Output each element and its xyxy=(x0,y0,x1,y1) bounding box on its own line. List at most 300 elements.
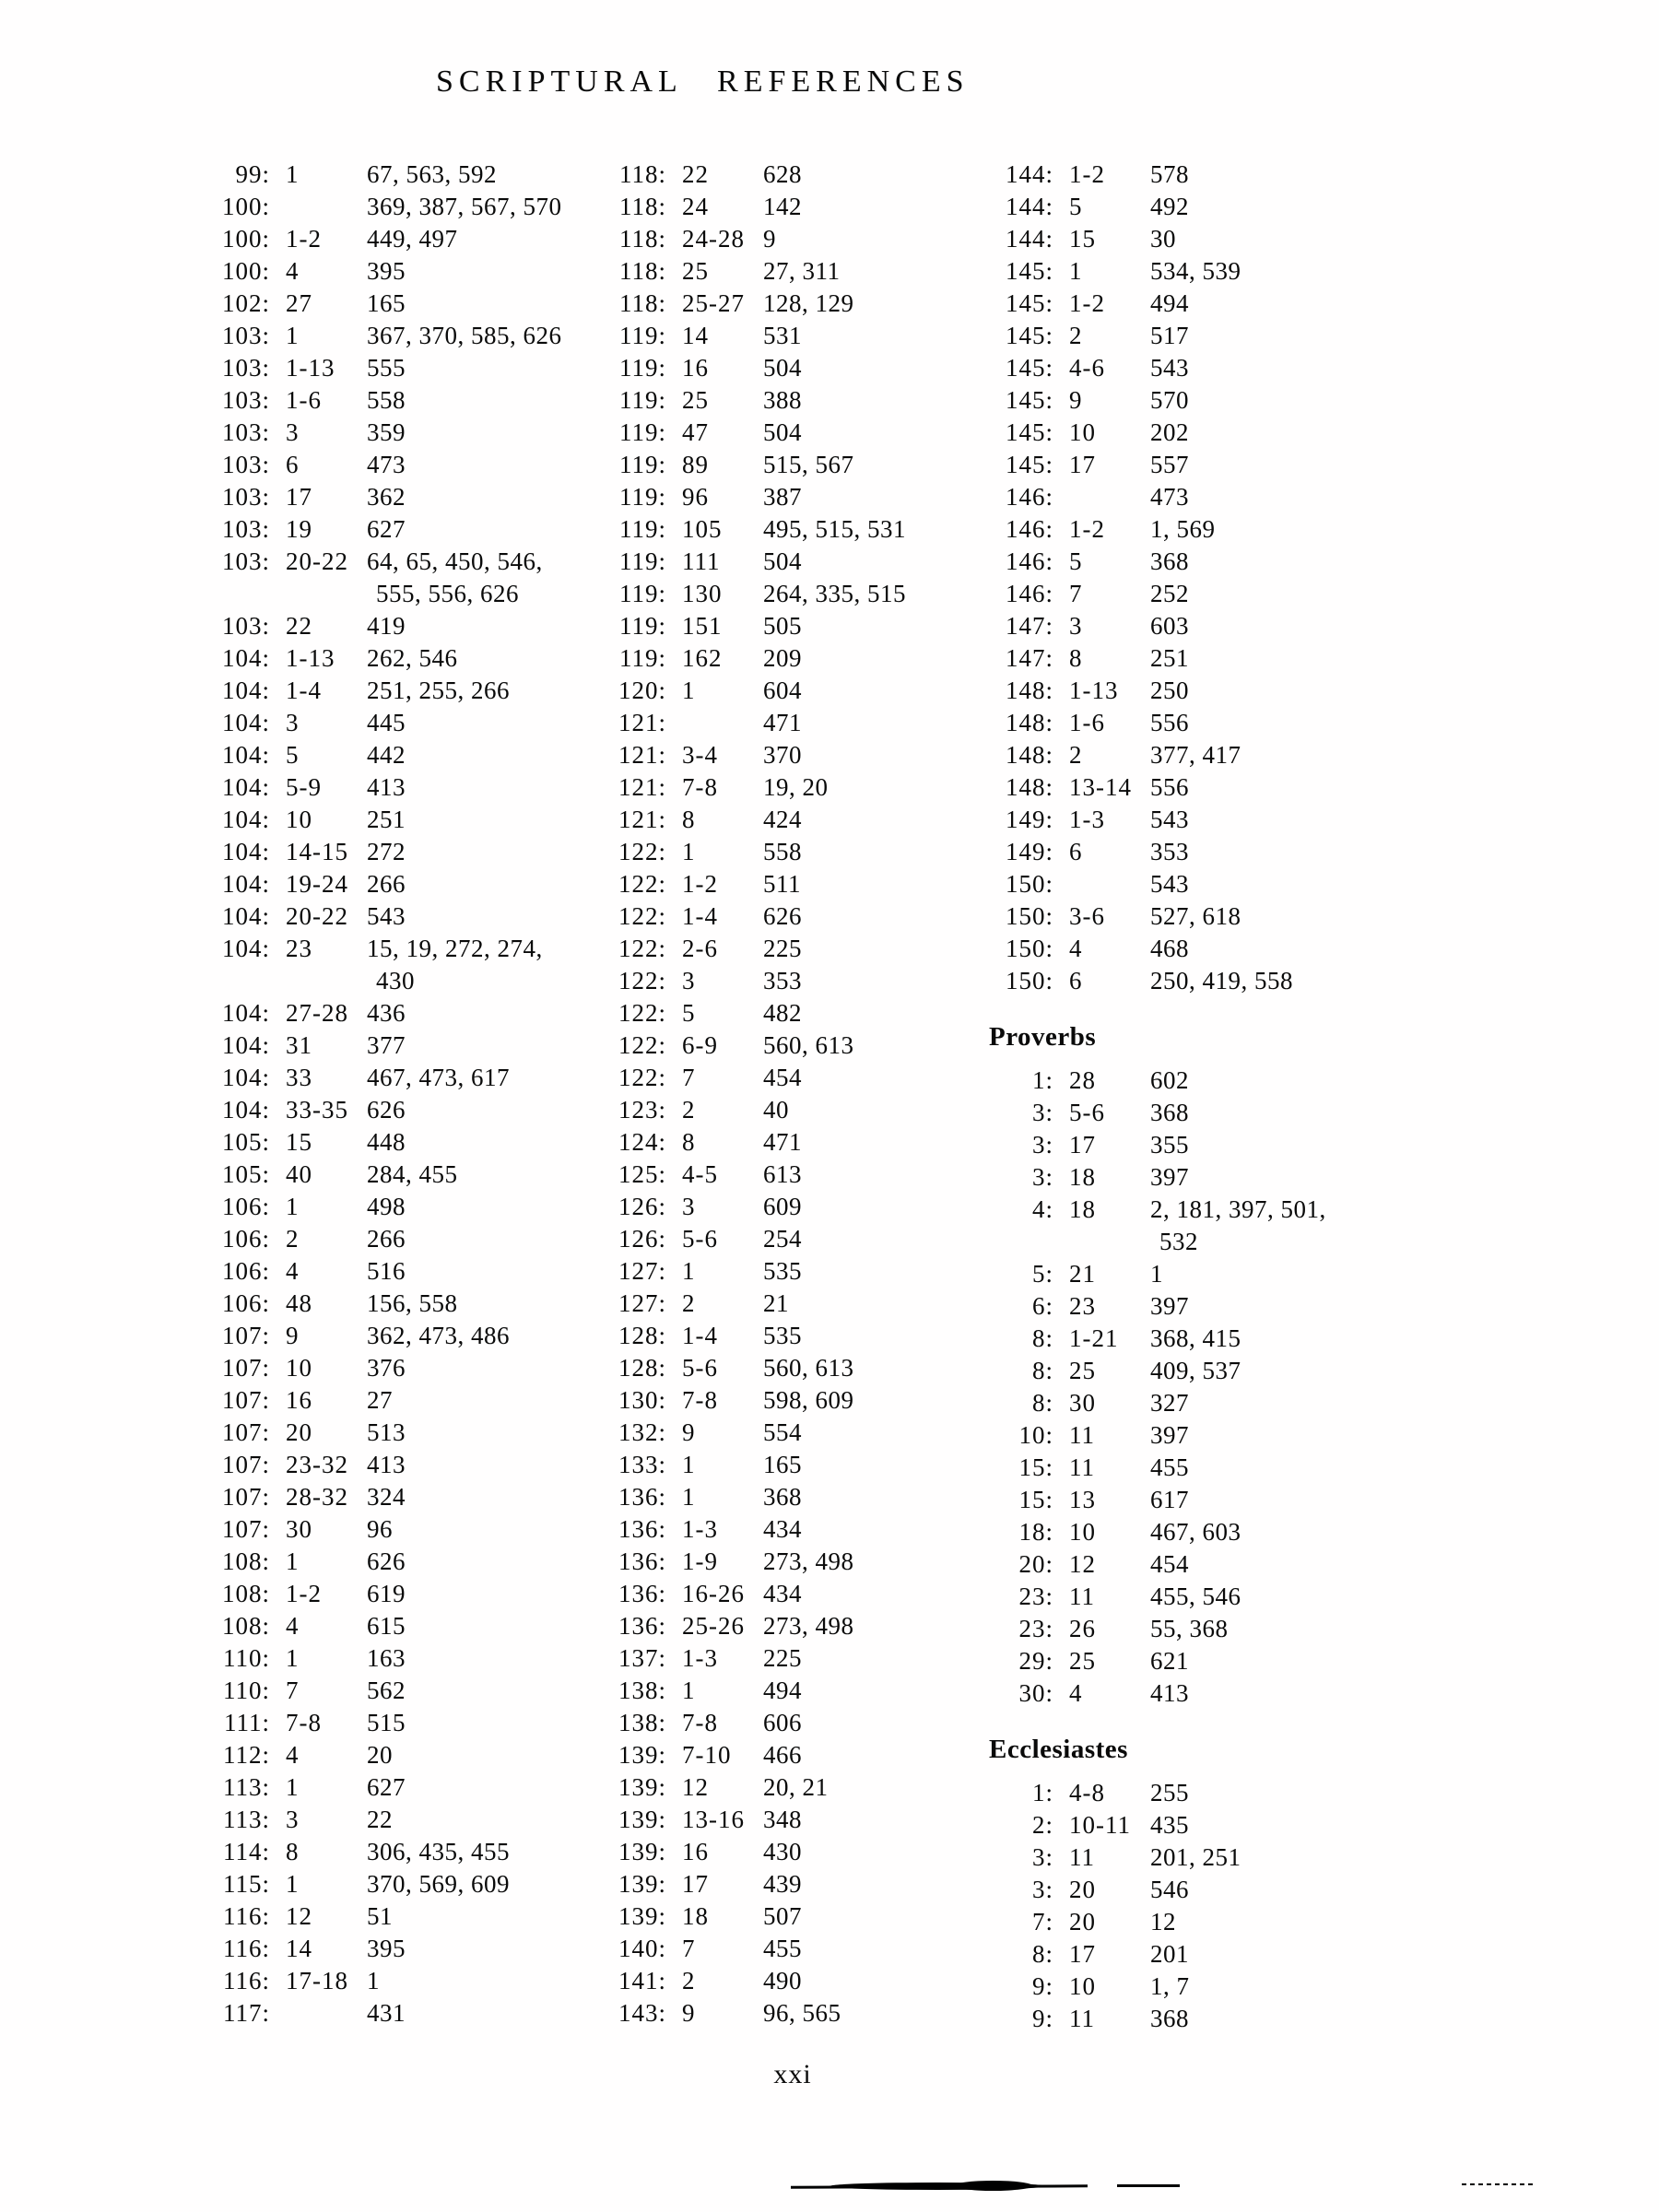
reference-row xyxy=(146,1223,597,1255)
verse-cell: 3 xyxy=(286,709,300,736)
reference-row xyxy=(146,449,597,481)
pages-cell: 602 xyxy=(1150,1066,1189,1094)
verse-cell: 17 xyxy=(1069,1131,1096,1159)
pages-cell: 64, 65, 450, 546, 555, 556, 626 xyxy=(367,547,543,607)
reference-row xyxy=(929,1809,1381,1841)
reference-row xyxy=(146,1707,597,1739)
chapter-cell: 122: xyxy=(618,1064,666,1091)
chapter-cell: 103: xyxy=(221,612,270,640)
chapter-cell: 136: xyxy=(618,1580,666,1607)
verse-cell: 2 xyxy=(1069,322,1083,349)
reference-row xyxy=(929,1516,1381,1548)
chapter-cell: 8: xyxy=(1031,1389,1053,1417)
pages-cell: 560, 613 xyxy=(763,1031,854,1059)
chapter-cell: 7: xyxy=(1031,1908,1053,1936)
verse-cell: 5 xyxy=(1069,193,1083,220)
chapter-cell: 107: xyxy=(221,1515,270,1543)
chapter-cell: 104: xyxy=(221,1064,270,1091)
pages-cell: 603 xyxy=(1150,612,1189,640)
reference-row xyxy=(929,1387,1381,1419)
pages-cell: 156, 558 xyxy=(367,1289,458,1317)
book-heading: Proverbs xyxy=(989,1022,1097,1052)
reference-row xyxy=(146,255,597,288)
chapter-cell: 5: xyxy=(1031,1260,1053,1288)
reference-row xyxy=(929,1452,1381,1484)
pages-cell: 368, 415 xyxy=(1150,1324,1241,1352)
reference-row xyxy=(146,352,597,384)
verse-cell: 7 xyxy=(682,1064,696,1091)
verse-cell: 25 xyxy=(682,386,709,414)
chapter-cell: 130: xyxy=(618,1386,666,1414)
reference-row xyxy=(929,1484,1381,1516)
pages-cell: 142 xyxy=(763,193,802,220)
chapter-cell: 140: xyxy=(618,1935,666,1962)
references-column-2 xyxy=(542,159,994,2030)
reference-row xyxy=(542,578,994,610)
chapter-cell: 112: xyxy=(223,1741,270,1769)
pages-cell: 30 xyxy=(1150,225,1176,253)
verse-cell: 17 xyxy=(682,1870,709,1898)
chapter-cell: 147: xyxy=(1005,644,1053,672)
reference-row xyxy=(542,1223,994,1255)
chapter-cell: 149: xyxy=(1005,806,1053,833)
chapter-cell: 103: xyxy=(221,515,270,543)
verse-cell: 1-4 xyxy=(286,677,322,704)
chapter-cell: 136: xyxy=(618,1612,666,1640)
pages-cell: 439 xyxy=(763,1870,802,1898)
verse-cell: 3-4 xyxy=(682,741,718,769)
pages-cell: 225 xyxy=(763,935,802,962)
reference-row xyxy=(929,1874,1381,1906)
chapter-cell: 3: xyxy=(1031,1843,1053,1871)
pages-cell: 409, 537 xyxy=(1150,1357,1241,1384)
reference-row xyxy=(146,1933,597,1965)
pages-cell: 2, 181, 397, 501, 532 xyxy=(1150,1195,1326,1255)
reference-row xyxy=(146,1997,597,2030)
reference-row xyxy=(929,1419,1381,1452)
verse-cell: 9 xyxy=(682,1999,696,2027)
verse-cell: 17 xyxy=(1069,451,1096,478)
verse-cell: 1 xyxy=(682,677,696,704)
reference-row xyxy=(929,610,1381,642)
reference-row xyxy=(146,707,597,739)
verse-cell: 31 xyxy=(286,1031,312,1059)
chapter-cell: 127: xyxy=(618,1257,666,1285)
reference-row xyxy=(146,1868,597,1900)
verse-cell: 30 xyxy=(1069,1389,1096,1417)
verse-cell xyxy=(666,707,763,739)
chapter-cell: 104: xyxy=(221,902,270,930)
verse-cell: 111 xyxy=(682,547,721,575)
reference-row xyxy=(929,1581,1381,1613)
pages-cell: 201, 251 xyxy=(1150,1843,1241,1871)
references-column-3 xyxy=(929,159,1381,2035)
reference-row xyxy=(542,1707,994,1739)
reference-row xyxy=(929,1841,1381,1874)
chapter-cell: 103: xyxy=(221,483,270,511)
reference-row xyxy=(146,1191,597,1223)
reference-row xyxy=(146,1513,597,1546)
verse-cell: 1-9 xyxy=(682,1547,718,1575)
pages-cell: 515 xyxy=(367,1709,406,1736)
verse-cell: 20-22 xyxy=(286,547,348,575)
pages-cell: 558 xyxy=(367,386,406,414)
chapter-cell: 104: xyxy=(221,870,270,898)
pages-cell: 556 xyxy=(1150,773,1189,801)
reference-row xyxy=(929,288,1381,320)
chapter-cell: 136: xyxy=(618,1547,666,1575)
chapter-cell: 150: xyxy=(1005,935,1053,962)
verse-cell: 18 xyxy=(682,1902,709,1930)
pages-cell: 516 xyxy=(367,1257,406,1285)
chapter-cell: 113: xyxy=(223,1773,270,1801)
verse-cell: 6 xyxy=(1069,838,1083,865)
reference-row xyxy=(542,1320,994,1352)
chapter-cell: 121: xyxy=(618,806,666,833)
reference-row xyxy=(929,449,1381,481)
pages-cell: 413 xyxy=(367,1451,406,1478)
reference-row xyxy=(929,2003,1381,2035)
reference-row xyxy=(542,1578,994,1610)
reference-row xyxy=(542,1739,994,1771)
verse-cell: 25-26 xyxy=(682,1612,745,1640)
reference-row xyxy=(542,1288,994,1320)
pages-cell: 368 xyxy=(1150,2005,1189,2032)
chapter-cell: 150: xyxy=(1005,902,1053,930)
pages-cell: 495, 515, 531 xyxy=(763,515,906,543)
pages-cell: 353 xyxy=(763,967,802,994)
verse-cell: 8 xyxy=(286,1838,300,1865)
chapter-cell: 103: xyxy=(221,386,270,414)
verse-cell: 7-8 xyxy=(682,1709,718,1736)
reference-row xyxy=(146,933,597,997)
chapter-cell: 145: xyxy=(1005,451,1053,478)
verse-cell: 4-5 xyxy=(682,1160,718,1188)
pages-cell: 466 xyxy=(763,1741,802,1769)
chapter-cell: 1: xyxy=(1031,1066,1053,1094)
verse-cell: 17-18 xyxy=(286,1967,348,1994)
verse-cell: 12 xyxy=(286,1902,312,1930)
verse-cell: 1 xyxy=(1069,257,1083,285)
reference-row xyxy=(542,1900,994,1933)
chapter-cell: 107: xyxy=(221,1354,270,1382)
verse-cell: 23-32 xyxy=(286,1451,348,1478)
chapter-cell: 10: xyxy=(1018,1421,1053,1449)
verse-cell: 13 xyxy=(1069,1486,1096,1513)
reference-row xyxy=(146,1384,597,1417)
reference-row xyxy=(542,933,994,965)
reference-row xyxy=(542,1030,994,1062)
verse-cell: 3-6 xyxy=(1069,902,1105,930)
verse-cell: 40 xyxy=(286,1160,312,1188)
chapter-cell: 123: xyxy=(618,1096,666,1124)
reference-row xyxy=(146,771,597,804)
reference-row xyxy=(929,255,1381,288)
chapter-cell: 114: xyxy=(223,1838,270,1865)
pages-cell: 67, 563, 592 xyxy=(367,160,497,188)
reference-row xyxy=(146,223,597,255)
pages-cell: 430 xyxy=(763,1838,802,1865)
reference-row xyxy=(146,288,597,320)
verse-cell: 16 xyxy=(286,1386,312,1414)
pages-cell: 454 xyxy=(1150,1550,1189,1578)
reference-row xyxy=(929,1097,1381,1129)
chapter-cell: 30: xyxy=(1018,1679,1053,1707)
pages-cell: 535 xyxy=(763,1257,802,1285)
reference-row xyxy=(146,159,597,191)
reference-row xyxy=(146,1288,597,1320)
reference-row xyxy=(146,997,597,1030)
verse-cell: 4 xyxy=(286,1612,300,1640)
verse-cell: 25-27 xyxy=(682,289,745,317)
verse-cell: 1-4 xyxy=(682,902,718,930)
verse-cell: 1-21 xyxy=(1069,1324,1119,1352)
scan-dashes-artifact xyxy=(1462,2183,1534,2185)
pages-cell: 250 xyxy=(1150,677,1189,704)
pages-cell: 388 xyxy=(763,386,802,414)
chapter-cell: 103: xyxy=(221,451,270,478)
chapter-cell: 127: xyxy=(618,1289,666,1317)
chapter-cell: 147: xyxy=(1005,612,1053,640)
references-column-1 xyxy=(146,159,597,2030)
reference-row xyxy=(542,513,994,546)
verse-cell: 10 xyxy=(286,806,312,833)
chapter-cell: 121: xyxy=(618,709,666,736)
pages-cell: 353 xyxy=(1150,838,1189,865)
verse-cell: 10 xyxy=(1069,418,1096,446)
chapter-cell: 104: xyxy=(221,1096,270,1124)
chapter-cell: 104: xyxy=(221,677,270,704)
chapter-cell: 136: xyxy=(618,1483,666,1511)
verse-cell: 24-28 xyxy=(682,225,745,253)
pages-cell: 273, 498 xyxy=(763,1612,854,1640)
chapter-cell: 143: xyxy=(618,1999,666,2027)
chapter-cell: 8: xyxy=(1031,1324,1053,1352)
pages-cell: 387 xyxy=(763,483,802,511)
verse-cell: 10 xyxy=(286,1354,312,1382)
pages-cell: 264, 335, 515 xyxy=(763,580,906,607)
pages-cell: 543 xyxy=(1150,354,1189,382)
verse-cell xyxy=(1053,481,1150,513)
verse-cell: 16-26 xyxy=(682,1580,745,1607)
chapter-cell: 118: xyxy=(619,193,666,220)
chapter-cell: 150: xyxy=(1005,967,1053,994)
chapter-cell: 104: xyxy=(221,709,270,736)
pages-cell: 455 xyxy=(763,1935,802,1962)
pages-cell: 504 xyxy=(763,354,802,382)
verse-cell: 151 xyxy=(682,612,723,640)
reference-row xyxy=(542,642,994,675)
pages-cell: 534, 539 xyxy=(1150,257,1241,285)
verse-cell: 3 xyxy=(682,967,696,994)
verse-cell: 1-13 xyxy=(286,644,335,672)
reference-row xyxy=(542,481,994,513)
pages-cell: 627 xyxy=(367,515,406,543)
pages-cell: 504 xyxy=(763,547,802,575)
verse-cell: 18 xyxy=(1069,1163,1096,1191)
pages-cell: 434 xyxy=(763,1515,802,1543)
reference-row xyxy=(542,707,994,739)
page-number: xxi xyxy=(773,2059,812,2089)
verse-cell: 25 xyxy=(682,257,709,285)
pages-cell: 255 xyxy=(1150,1779,1189,1806)
reference-row xyxy=(542,1675,994,1707)
pages-cell: 490 xyxy=(763,1967,802,1994)
verse-cell: 10 xyxy=(1069,1972,1096,2000)
verse-cell: 1 xyxy=(682,1677,696,1704)
verse-cell: 11 xyxy=(1069,2005,1095,2032)
pages-cell: 627 xyxy=(367,1773,406,1801)
verse-cell: 105 xyxy=(682,515,723,543)
pages-cell: 626 xyxy=(763,902,802,930)
pages-cell: 27 xyxy=(367,1386,393,1414)
pages-cell: 250, 419, 558 xyxy=(1150,967,1293,994)
ink-smudge-artifact xyxy=(954,2181,1032,2191)
verse-cell: 1-3 xyxy=(682,1644,718,1672)
reference-row xyxy=(146,1094,597,1126)
chapter-cell: 121: xyxy=(618,741,666,769)
reference-row xyxy=(542,900,994,933)
reference-row xyxy=(542,1642,994,1675)
verse-cell: 21 xyxy=(1069,1260,1096,1288)
reference-row xyxy=(542,804,994,836)
verse-cell: 1-6 xyxy=(286,386,322,414)
pages-cell: 613 xyxy=(763,1160,802,1188)
pages-cell: 355 xyxy=(1150,1131,1189,1159)
reference-row xyxy=(929,1971,1381,2003)
reference-row xyxy=(542,1513,994,1546)
chapter-cell: 128: xyxy=(618,1354,666,1382)
chapter-cell: 104: xyxy=(221,838,270,865)
chapter-cell: 3: xyxy=(1031,1131,1053,1159)
pages-cell: 395 xyxy=(367,1935,406,1962)
chapter-cell: 148: xyxy=(1005,773,1053,801)
verse-cell: 48 xyxy=(286,1289,312,1317)
reference-row xyxy=(929,1129,1381,1161)
pages-cell: 504 xyxy=(763,418,802,446)
verse-cell: 9 xyxy=(682,1418,696,1446)
verse-cell: 1 xyxy=(286,1547,300,1575)
chapter-cell: 18: xyxy=(1018,1518,1053,1546)
chapter-cell: 126: xyxy=(618,1225,666,1253)
verse-cell: 4-8 xyxy=(1069,1779,1105,1806)
verse-cell: 17 xyxy=(286,483,312,511)
reference-row xyxy=(146,675,597,707)
reference-row xyxy=(929,1906,1381,1938)
chapter-cell: 133: xyxy=(618,1451,666,1478)
verse-cell: 7-8 xyxy=(682,1386,718,1414)
verse-cell: 23 xyxy=(286,935,312,962)
reference-row xyxy=(542,255,994,288)
chapter-cell: 107: xyxy=(221,1418,270,1446)
reference-row xyxy=(542,1804,994,1836)
chapter-cell: 103: xyxy=(221,354,270,382)
pages-cell: 359 xyxy=(367,418,406,446)
pages-cell: 202 xyxy=(1150,418,1189,446)
reference-row xyxy=(542,1417,994,1449)
reference-row xyxy=(929,384,1381,417)
chapter-cell: 136: xyxy=(618,1515,666,1543)
chapter-cell: 104: xyxy=(221,741,270,769)
chapter-cell: 1: xyxy=(1031,1779,1053,1806)
verse-cell: 2 xyxy=(682,1289,696,1317)
reference-row xyxy=(542,1965,994,1997)
reference-row xyxy=(146,1030,597,1062)
reference-row xyxy=(542,1159,994,1191)
chapter-cell: 148: xyxy=(1005,709,1053,736)
pages-cell: 362 xyxy=(367,483,406,511)
chapter-cell: 119: xyxy=(619,580,666,607)
chapter-cell: 9: xyxy=(1031,1972,1053,2000)
chapter-cell: 4: xyxy=(1031,1195,1053,1223)
pages-cell: 511 xyxy=(763,870,801,898)
reference-row xyxy=(929,642,1381,675)
chapter-cell: 8: xyxy=(1031,1357,1053,1384)
pages-cell: 367, 370, 585, 626 xyxy=(367,322,562,349)
verse-cell: 9 xyxy=(1069,386,1083,414)
pages-cell: 377 xyxy=(367,1031,406,1059)
reference-row xyxy=(929,1355,1381,1387)
pages-cell: 615 xyxy=(367,1612,406,1640)
reference-row xyxy=(146,320,597,352)
verse-cell: 7 xyxy=(1069,580,1083,607)
pages-cell: 471 xyxy=(763,1128,802,1156)
reference-row xyxy=(929,1065,1381,1097)
reference-row xyxy=(542,352,994,384)
verse-cell xyxy=(1053,868,1150,900)
reference-row xyxy=(542,320,994,352)
pages-cell: 507 xyxy=(763,1902,802,1930)
reference-row xyxy=(146,1255,597,1288)
verse-cell: 11 xyxy=(1069,1583,1095,1610)
verse-cell: 5-6 xyxy=(682,1225,718,1253)
reference-row xyxy=(929,1777,1381,1809)
reference-row xyxy=(146,417,597,449)
pages-cell: 604 xyxy=(763,677,802,704)
verse-cell: 5-6 xyxy=(682,1354,718,1382)
pages-cell: 535 xyxy=(763,1322,802,1349)
pages-cell: 431 xyxy=(367,1999,406,2027)
chapter-cell: 110: xyxy=(223,1677,270,1704)
reference-row xyxy=(542,449,994,481)
chapter-cell: 3: xyxy=(1031,1163,1053,1191)
chapter-cell: 15: xyxy=(1018,1453,1053,1481)
pages-cell: 454 xyxy=(763,1064,802,1091)
pages-cell: 201 xyxy=(1150,1940,1189,1968)
reference-row xyxy=(542,771,994,804)
chapter-cell: 104: xyxy=(221,806,270,833)
chapter-cell: 2: xyxy=(1031,1811,1053,1839)
pages-cell: 617 xyxy=(1150,1486,1189,1513)
chapter-cell: 106: xyxy=(221,1289,270,1317)
verse-cell: 3 xyxy=(286,418,300,446)
verse-cell: 14 xyxy=(682,322,709,349)
pages-cell: 558 xyxy=(763,838,802,865)
reference-row xyxy=(929,707,1381,739)
reference-row xyxy=(542,191,994,223)
verse-cell: 28-32 xyxy=(286,1483,348,1511)
verse-cell: 12 xyxy=(1069,1550,1096,1578)
pages-cell: 251 xyxy=(1150,644,1189,672)
verse-cell: 26 xyxy=(1069,1615,1096,1642)
reference-row xyxy=(542,868,994,900)
verse-cell: 4 xyxy=(286,1257,300,1285)
chapter-cell: 119: xyxy=(619,483,666,511)
chapter-cell: 6: xyxy=(1031,1292,1053,1320)
pages-cell: 419 xyxy=(367,612,406,640)
pages-cell: 546 xyxy=(1150,1876,1189,1903)
reference-row xyxy=(146,1675,597,1707)
